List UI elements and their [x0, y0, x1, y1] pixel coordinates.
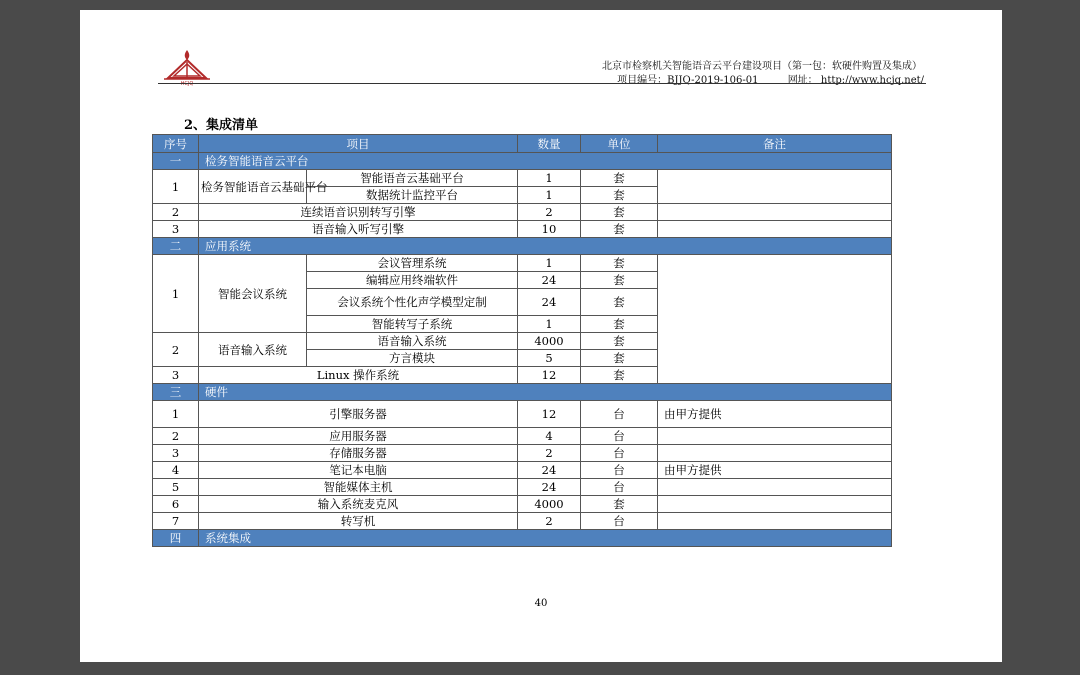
- row-note: [658, 479, 892, 496]
- row-unit: 台: [581, 479, 658, 496]
- row-qty: 12: [518, 401, 581, 428]
- row-number: 2: [153, 428, 199, 445]
- group-number: 二: [153, 238, 199, 255]
- row-note: [658, 221, 892, 238]
- row-unit: 套: [581, 187, 658, 204]
- row-unit: 套: [581, 170, 658, 187]
- row-item: 智能转写子系统: [307, 316, 518, 333]
- row-unit: 套: [581, 272, 658, 289]
- table-row: [153, 513, 892, 530]
- row-qty: 24: [518, 289, 581, 316]
- row-item: 会议系统个性化声学模型定制: [307, 289, 518, 316]
- row-item: 笔记本电脑: [199, 462, 518, 479]
- col-header-item: 项目: [199, 135, 518, 153]
- row-note: [658, 445, 892, 462]
- row-item: 智能语音云基础平台: [307, 170, 518, 187]
- row-qty: 10: [518, 221, 581, 238]
- row-qty: 24: [518, 272, 581, 289]
- header-project-title: 北京市检察机关智能语音云平台建设项目（第一包：软硬件购置及集成）: [602, 61, 922, 72]
- group-number: 三: [153, 384, 199, 401]
- row-item: 语音输入系统: [307, 333, 518, 350]
- site-label: 网址：: [787, 75, 818, 86]
- row-number: 6: [153, 496, 199, 513]
- table-row: [153, 496, 892, 513]
- row-unit: 套: [581, 496, 658, 513]
- group-row: [153, 530, 892, 547]
- row-item: 语音输入听写引擎: [199, 221, 518, 238]
- row-qty: 2: [518, 513, 581, 530]
- row-item: 引擎服务器: [199, 401, 518, 428]
- row-qty: 2: [518, 445, 581, 462]
- table-row: [153, 255, 892, 272]
- group-name: 系统集成: [199, 530, 892, 547]
- table-row: [153, 479, 892, 496]
- row-item: 连续语音识别转写引擎: [199, 204, 518, 221]
- svg-text:HCJQ: HCJQ: [180, 81, 194, 87]
- row-note: [658, 170, 892, 204]
- row-unit: 台: [581, 513, 658, 530]
- row-note: [658, 255, 892, 384]
- row-item: 应用服务器: [199, 428, 518, 445]
- row-qty: 1: [518, 316, 581, 333]
- table-row: [153, 401, 892, 428]
- col-header-no: 序号: [153, 135, 199, 153]
- group-name: 应用系统: [199, 238, 892, 255]
- row-category: 智能会议系统: [199, 255, 307, 333]
- row-number: 4: [153, 462, 199, 479]
- section-title: 2、集成清单: [184, 118, 259, 133]
- row-item: 输入系统麦克风: [199, 496, 518, 513]
- row-number: 5: [153, 479, 199, 496]
- group-number: 一: [153, 153, 199, 170]
- row-unit: 套: [581, 289, 658, 316]
- row-qty: 1: [518, 255, 581, 272]
- row-unit: 套: [581, 333, 658, 350]
- project-no-label: 项目编号：: [617, 75, 668, 86]
- company-logo: [162, 48, 212, 86]
- project-no: BJJQ-2019-106-01: [667, 75, 759, 86]
- row-note: 由甲方提供: [658, 401, 892, 428]
- col-header-note: 备注: [658, 135, 892, 153]
- table-row: [153, 445, 892, 462]
- row-item: 会议管理系统: [307, 255, 518, 272]
- row-qty: 12: [518, 367, 581, 384]
- row-number: 3: [153, 445, 199, 462]
- row-category: 检务智能语音云基础平台: [199, 170, 307, 204]
- row-qty: 5: [518, 350, 581, 367]
- row-item: 存储服务器: [199, 445, 518, 462]
- site-url[interactable]: http://www.hcjq.net/: [820, 75, 924, 86]
- col-header-unit: 单位: [581, 135, 658, 153]
- table-header-row: [153, 135, 892, 153]
- integration-list-table: [152, 134, 892, 547]
- row-note: [658, 428, 892, 445]
- row-unit: 台: [581, 445, 658, 462]
- row-note: [658, 496, 892, 513]
- row-note: [658, 513, 892, 530]
- row-item: 方言模块: [307, 350, 518, 367]
- header-divider: [158, 83, 926, 84]
- row-unit: 套: [581, 255, 658, 272]
- row-item: 智能媒体主机: [199, 479, 518, 496]
- row-qty: 1: [518, 170, 581, 187]
- row-qty: 4: [518, 428, 581, 445]
- row-unit: 套: [581, 350, 658, 367]
- row-qty: 4000: [518, 333, 581, 350]
- row-unit: 套: [581, 367, 658, 384]
- table-row: [153, 428, 892, 445]
- row-note: [658, 204, 892, 221]
- row-note: 由甲方提供: [658, 462, 892, 479]
- row-number: 1: [153, 170, 199, 204]
- row-number: 2: [153, 204, 199, 221]
- table-row: [153, 204, 892, 221]
- row-qty: 1: [518, 187, 581, 204]
- page-number: 40: [534, 598, 548, 609]
- row-unit: 套: [581, 204, 658, 221]
- row-number: 3: [153, 367, 199, 384]
- row-qty: 2: [518, 204, 581, 221]
- row-unit: 套: [581, 316, 658, 333]
- row-qty: 4000: [518, 496, 581, 513]
- group-row: [153, 384, 892, 401]
- row-item: 编辑应用终端软件: [307, 272, 518, 289]
- row-unit: 套: [581, 221, 658, 238]
- row-number: 2: [153, 333, 199, 367]
- group-name: 检务智能语音云平台: [199, 153, 892, 170]
- row-number: 7: [153, 513, 199, 530]
- group-row: [153, 153, 892, 170]
- row-number: 1: [153, 401, 199, 428]
- row-item: 转写机: [199, 513, 518, 530]
- table-row: [153, 170, 892, 187]
- row-unit: 台: [581, 462, 658, 479]
- table-row: [153, 221, 892, 238]
- table-row: [153, 462, 892, 479]
- group-number: 四: [153, 530, 199, 547]
- group-row: [153, 238, 892, 255]
- col-header-qty: 数量: [518, 135, 581, 153]
- row-item: Linux 操作系统: [199, 367, 518, 384]
- row-unit: 台: [581, 401, 658, 428]
- row-number: 1: [153, 255, 199, 333]
- document-page: [80, 10, 1002, 662]
- row-category: 语音输入系统: [199, 333, 307, 367]
- row-qty: 24: [518, 462, 581, 479]
- row-qty: 24: [518, 479, 581, 496]
- row-unit: 台: [581, 428, 658, 445]
- row-number: 3: [153, 221, 199, 238]
- row-item: 数据统计监控平台: [307, 187, 518, 204]
- group-name: 硬件: [199, 384, 892, 401]
